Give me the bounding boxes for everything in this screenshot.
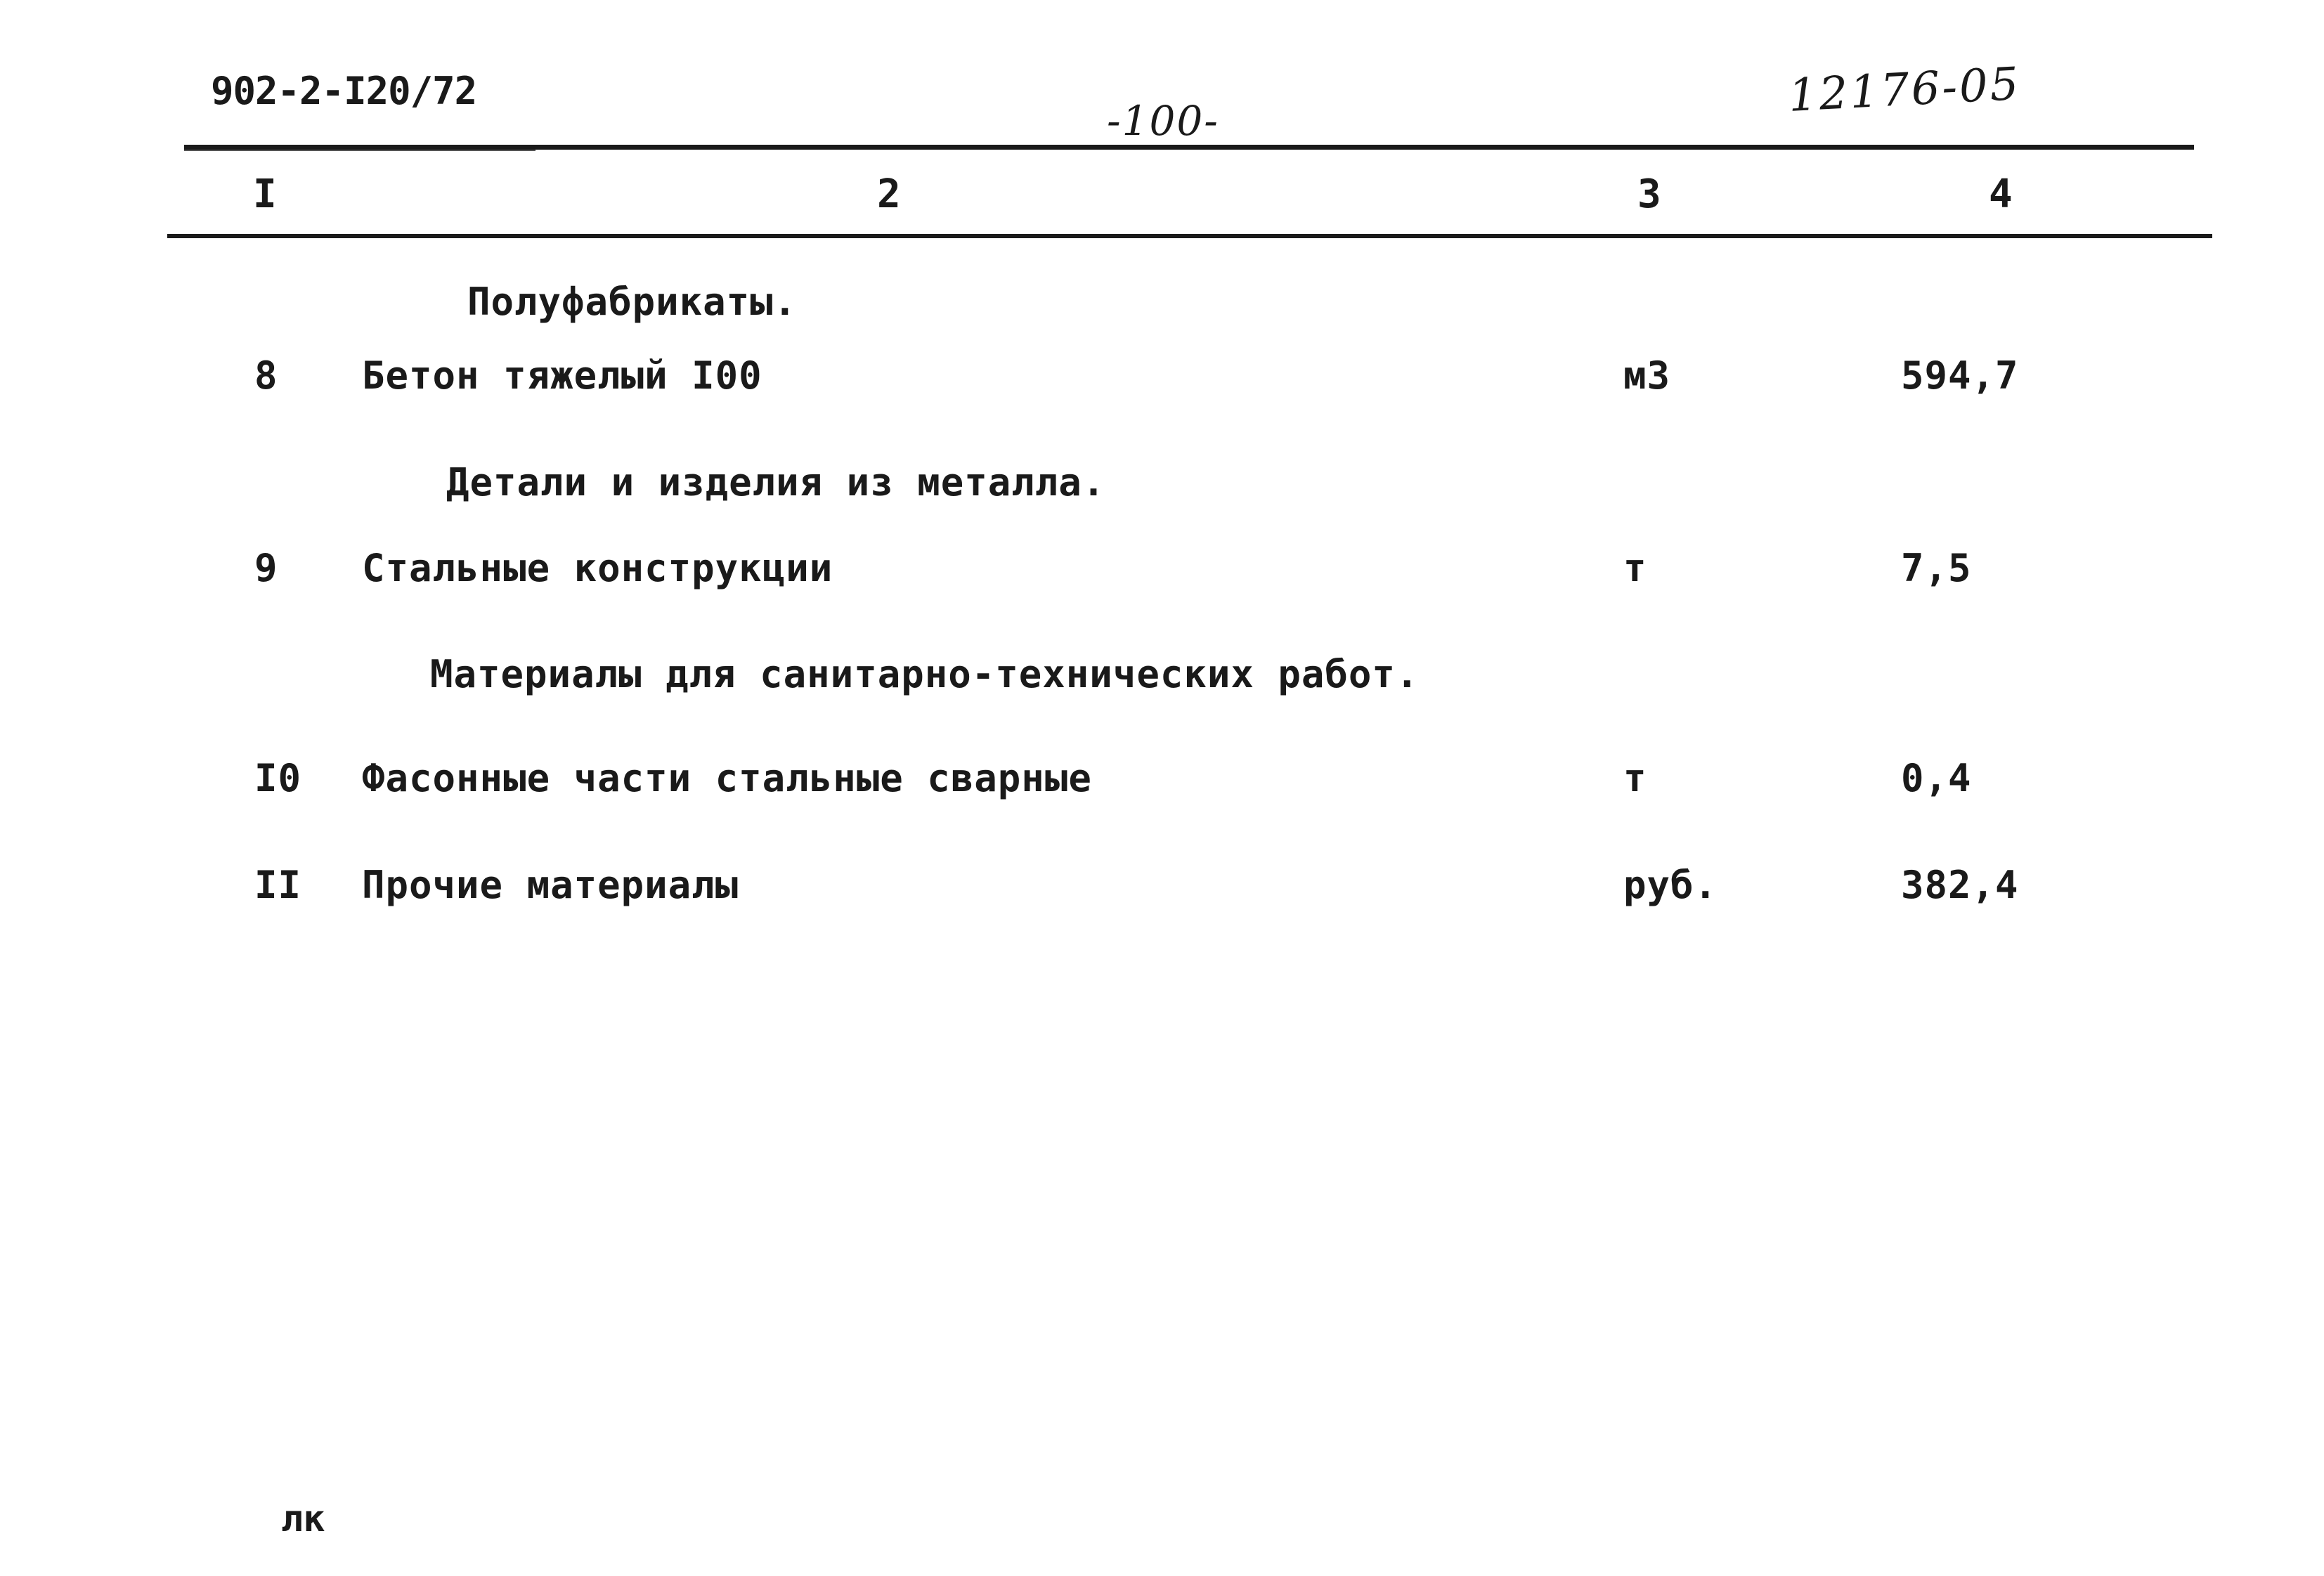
row-unit: руб. [1623,863,1718,907]
document-code: 902-2-I20/72 [211,69,477,113]
section-title-sanitary-materials: Материалы для санитарно-технических работ. [430,652,1420,696]
row-quantity: 7,5 [1901,546,1972,590]
top-rule [184,145,2194,150]
footer-mark: лк [281,1498,325,1540]
sheet-number: 12176-05 [1787,58,2023,122]
row-name: Прочие материалы [362,863,739,907]
section-title-semifinished: Полуфабрикаты. [467,280,798,324]
row-quantity: 0,4 [1901,756,1972,800]
row-quantity: 382,4 [1901,863,2019,907]
column-header-2: 2 [877,171,901,217]
page-number: -100- [1107,97,1219,145]
row-name: Стальные конструкции [362,546,833,590]
row-name: Бетон тяжелый I00 [362,353,762,398]
column-header-1: I [253,171,277,217]
header-rule [167,234,2212,238]
section-title-metal-parts: Детали и изделия из металла. [446,460,1106,504]
row-unit: т [1623,546,1647,590]
row-unit: м3 [1623,353,1671,398]
row-name: Фасонные части стальные сварные [362,756,1092,800]
top-rule-thin [184,150,535,151]
row-unit: т [1623,756,1647,800]
row-number: I0 [254,756,302,800]
row-number: 9 [254,546,278,590]
column-header-3: 3 [1637,171,1661,217]
row-number: 8 [254,353,278,398]
column-header-4: 4 [1989,171,2013,217]
row-quantity: 594,7 [1901,353,2019,398]
row-number: II [254,863,302,907]
